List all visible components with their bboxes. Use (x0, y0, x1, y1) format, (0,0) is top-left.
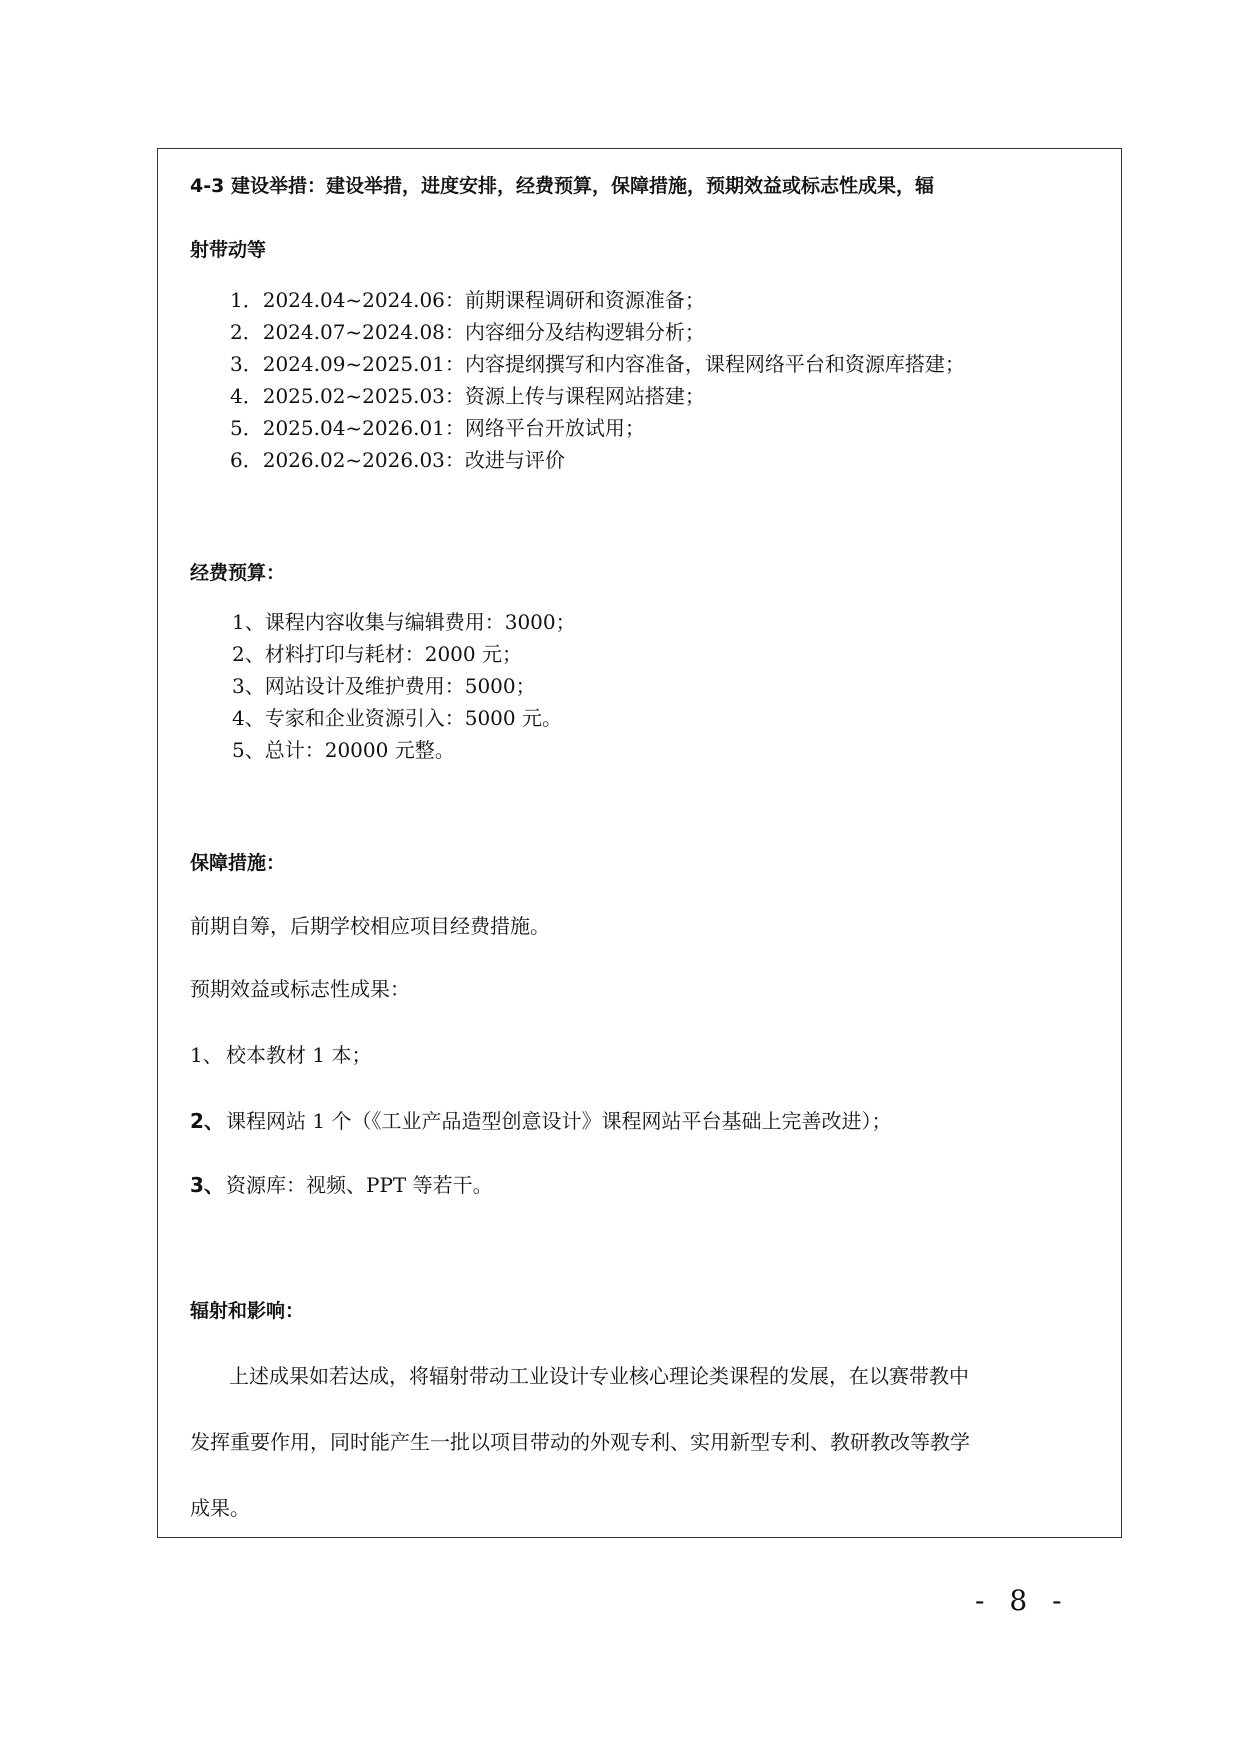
safeguard-text: 前期自筹，后期学校相应项目经费措施。 (190, 914, 550, 938)
budget-item: 2、材料打印与耗材：2000 元； (232, 642, 522, 666)
schedule-item: 2．2024.07~2024.08：内容细分及结构逻辑分析； (230, 320, 705, 344)
page-number: - 8 - (975, 1584, 1070, 1617)
section-title-line2: 射带动等 (190, 239, 267, 261)
achievement-text: 课程网站 1 个（《工业产品造型创意设计》课程网站平台基础上完善改进）； (226, 1109, 892, 1133)
budget-item: 1、课程内容收集与编辑费用：3000； (232, 610, 576, 634)
achievement-text: 校本教材 1 本； (226, 1043, 372, 1067)
section-title-line1: 4-3 建设举措：建设举措，进度安排，经费预算，保障措施，预期效益或标志性成果，辐 (190, 175, 934, 197)
radiation-paragraph-line3: 成果。 (190, 1496, 250, 1520)
achievement-number: 2、 (190, 1109, 224, 1133)
schedule-item: 4．2025.02~2025.03：资源上传与课程网站搭建； (230, 384, 705, 408)
achievement-number: 1、 (190, 1043, 223, 1067)
schedule-item: 5．2025.04~2026.01：网络平台开放试用； (230, 416, 645, 440)
schedule-item: 1．2024.04~2024.06：前期课程调研和资源准备； (230, 288, 705, 312)
achievement-number: 3、 (190, 1173, 224, 1197)
achievement-text: 资源库：视频、PPT 等若干。 (226, 1173, 493, 1197)
radiation-heading: 辐射和影响： (190, 1300, 305, 1322)
radiation-paragraph-line1: 上述成果如若达成，将辐射带动工业设计专业核心理论类课程的发展，在以赛带教中 (229, 1364, 969, 1388)
achievements-heading: 预期效益或标志性成果： (190, 977, 410, 1001)
budget-item: 5、总计：20000 元整。 (232, 738, 455, 762)
budget-item: 3、网站设计及维护费用：5000； (232, 674, 536, 698)
budget-item: 4、专家和企业资源引入：5000 元。 (232, 706, 562, 730)
radiation-paragraph-line2: 发挥重要作用，同时能产生一批以项目带动的外观专利、实用新型专利、教研教改等教学 (190, 1430, 970, 1454)
budget-heading: 经费预算： (190, 562, 286, 584)
safeguard-heading: 保障措施： (190, 852, 286, 874)
schedule-item: 6．2026.02~2026.03：改进与评价 (230, 448, 565, 472)
schedule-item: 3．2024.09~2025.01：内容提纲撰写和内容准备，课程网络平台和资源库搭建； (230, 352, 965, 376)
